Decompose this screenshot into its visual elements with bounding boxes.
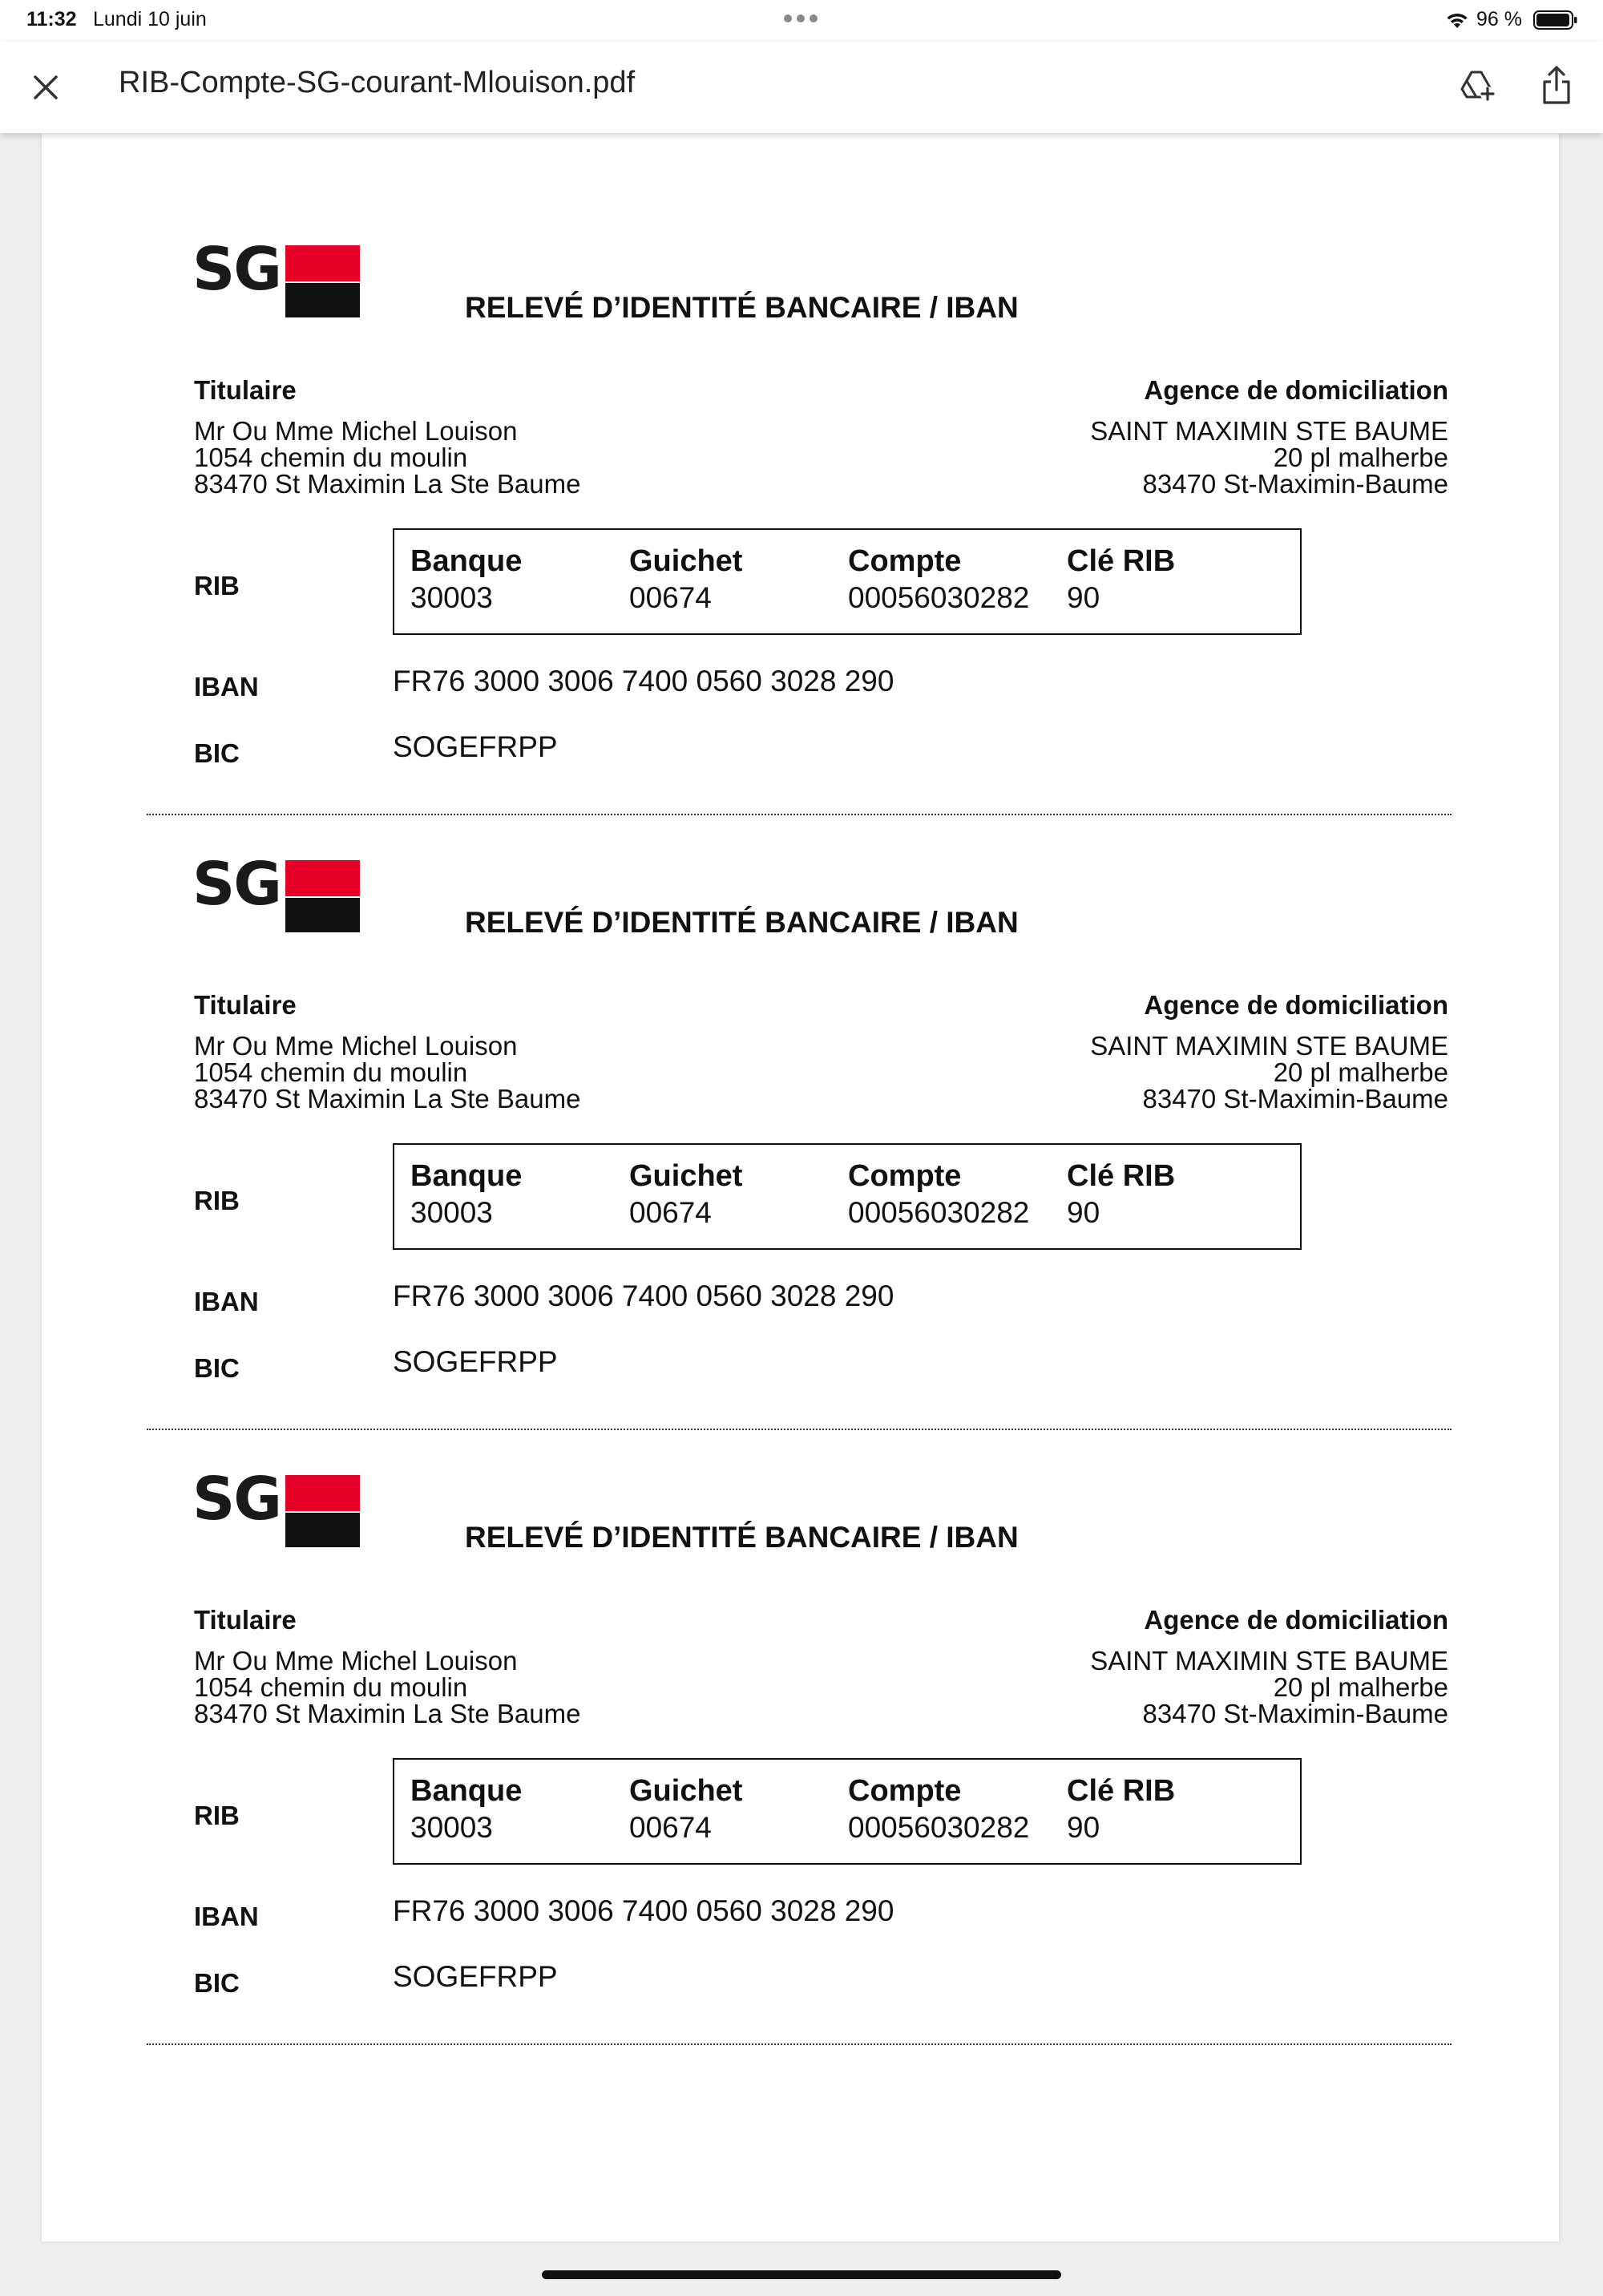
status-bar: [0, 0, 1603, 42]
compte-column: [848, 1159, 1029, 1230]
agence-label: Agence de domiciliation: [1144, 375, 1448, 405]
holder-address: [194, 1647, 580, 1727]
holder-city: 83470 St Maximin La Ste Baume: [194, 1699, 581, 1728]
banque-column: [410, 1774, 522, 1845]
cle-rib-label: Clé RIB: [1067, 544, 1176, 578]
agence-address: [1090, 1033, 1448, 1112]
guichet-label: Guichet: [629, 1774, 743, 1808]
bic-value: SOGEFRPP: [393, 1960, 558, 1993]
cle-rib-value: 90: [1067, 581, 1100, 614]
cut-line-separator: [147, 2043, 1452, 2045]
guichet-label: Guichet: [629, 1159, 743, 1193]
rib-label: RIB: [194, 1801, 240, 1830]
holder-name: Mr Ou Mme Michel Louison: [194, 1031, 518, 1061]
close-icon[interactable]: [30, 72, 61, 103]
guichet-column: [629, 1774, 742, 1845]
battery-percent: 96 %: [1476, 8, 1522, 30]
guichet-label: Guichet: [629, 544, 743, 578]
status-date: Lundi 10 juin: [93, 8, 207, 30]
holder-city: 83470 St Maximin La Ste Baume: [194, 1084, 581, 1114]
rib-block: [42, 1363, 1559, 1998]
banque-value: 30003: [410, 1196, 493, 1229]
compte-value: 00056030282: [848, 581, 1030, 614]
share-icon[interactable]: [1540, 64, 1573, 106]
sg-logo-black-square: [285, 898, 360, 932]
wifi-icon: [1444, 10, 1470, 30]
iban-value: FR76 3000 3006 7400 0560 3028 290: [393, 1279, 894, 1312]
cle-rib-column: [1067, 1159, 1175, 1230]
rib-label: RIB: [194, 1186, 240, 1215]
agence-name: SAINT MAXIMIN STE BAUME: [1090, 1031, 1448, 1061]
holder-city: 83470 St Maximin La Ste Baume: [194, 469, 581, 499]
bic-label: BIC: [194, 1353, 240, 1383]
sg-logo-black-square: [285, 283, 360, 317]
holder-street: 1054 chemin du moulin: [194, 1672, 468, 1702]
titulaire-label: Titulaire: [194, 990, 297, 1020]
compte-value: 00056030282: [848, 1196, 1030, 1229]
guichet-column: [629, 1159, 742, 1230]
compte-value: 00056030282: [848, 1811, 1030, 1844]
banque-column: [410, 544, 522, 615]
agence-address: [1090, 418, 1448, 497]
rib-label: RIB: [194, 571, 240, 600]
agence-street: 20 pl malherbe: [1273, 1057, 1448, 1087]
guichet-value: 00674: [629, 581, 712, 614]
iban-value: FR76 3000 3006 7400 0560 3028 290: [393, 665, 894, 697]
iban-value: FR76 3000 3006 7400 0560 3028 290: [393, 1894, 894, 1927]
cle-rib-value: 90: [1067, 1811, 1100, 1844]
document-title: RIB-Compte-SG-courant-Mlouison.pdf: [119, 66, 636, 99]
iban-label: IBAN: [194, 672, 259, 701]
rib-table: [393, 1143, 1302, 1250]
rib-block: [42, 748, 1559, 1383]
holder-address: [194, 418, 580, 497]
guichet-value: 00674: [629, 1196, 712, 1229]
compte-label: Compte: [848, 1774, 962, 1808]
home-indicator[interactable]: [542, 2270, 1061, 2279]
sg-logo-black-square: [285, 1513, 360, 1547]
multitasking-dots-icon[interactable]: [781, 6, 820, 30]
banque-label: Banque: [410, 1774, 523, 1808]
sg-logo-red-square: [285, 245, 360, 281]
banque-column: [410, 1159, 522, 1230]
agence-city: 83470 St-Maximin-Baume: [1142, 1084, 1448, 1114]
holder-name: Mr Ou Mme Michel Louison: [194, 416, 518, 446]
holder-street: 1054 chemin du moulin: [194, 443, 468, 472]
banque-value: 30003: [410, 581, 493, 614]
agence-label: Agence de domiciliation: [1144, 990, 1448, 1020]
agence-street: 20 pl malherbe: [1273, 1672, 1448, 1702]
agence-city: 83470 St-Maximin-Baume: [1142, 1699, 1448, 1728]
compte-label: Compte: [848, 1159, 962, 1193]
holder-name: Mr Ou Mme Michel Louison: [194, 1646, 518, 1676]
cle-rib-column: [1067, 1774, 1175, 1845]
status-time: 11:32: [26, 8, 77, 30]
guichet-column: [629, 544, 742, 615]
sg-logo-text: SG: [192, 850, 281, 919]
sg-logo-red-square: [285, 860, 360, 896]
guichet-value: 00674: [629, 1811, 712, 1844]
compte-column: [848, 544, 1029, 615]
cle-rib-label: Clé RIB: [1067, 1774, 1176, 1808]
holder-address: [194, 1033, 580, 1112]
iban-label: IBAN: [194, 1287, 259, 1316]
agence-city: 83470 St-Maximin-Baume: [1142, 469, 1448, 499]
agence-address: [1090, 1647, 1448, 1727]
rib-table: [393, 1758, 1302, 1865]
banque-label: Banque: [410, 1159, 523, 1193]
rib-table: [393, 528, 1302, 635]
agence-name: SAINT MAXIMIN STE BAUME: [1090, 1646, 1448, 1676]
compte-label: Compte: [848, 544, 962, 578]
titulaire-label: Titulaire: [194, 375, 297, 405]
battery-icon: [1533, 10, 1578, 30]
cle-rib-column: [1067, 544, 1175, 615]
bic-label: BIC: [194, 738, 240, 768]
rib-title: RELEVÉ D’IDENTITÉ BANCAIRE / IBAN: [465, 1521, 1019, 1554]
holder-street: 1054 chemin du moulin: [194, 1057, 468, 1087]
bic-value: SOGEFRPP: [393, 730, 558, 763]
agence-label: Agence de domiciliation: [1144, 1605, 1448, 1635]
pdf-page[interactable]: [42, 133, 1559, 2241]
rib-title: RELEVÉ D’IDENTITÉ BANCAIRE / IBAN: [465, 906, 1019, 939]
iban-label: IBAN: [194, 1902, 259, 1931]
bic-label: BIC: [194, 1968, 240, 1998]
rib-block: [42, 133, 1559, 768]
sg-logo-text: SG: [192, 1465, 281, 1534]
rib-title: RELEVÉ D’IDENTITÉ BANCAIRE / IBAN: [465, 291, 1019, 324]
banque-value: 30003: [410, 1811, 493, 1844]
agence-street: 20 pl malherbe: [1273, 443, 1448, 472]
agence-name: SAINT MAXIMIN STE BAUME: [1090, 416, 1448, 446]
sg-logo-red-square: [285, 1475, 360, 1511]
banque-label: Banque: [410, 544, 523, 578]
titulaire-label: Titulaire: [194, 1605, 297, 1635]
drive-add-icon[interactable]: [1459, 66, 1497, 104]
cle-rib-label: Clé RIB: [1067, 1159, 1176, 1193]
viewer-toolbar: [0, 42, 1603, 133]
bic-value: SOGEFRPP: [393, 1345, 558, 1378]
compte-column: [848, 1774, 1029, 1845]
sg-logo-text: SG: [192, 235, 281, 304]
cle-rib-value: 90: [1067, 1196, 1100, 1229]
